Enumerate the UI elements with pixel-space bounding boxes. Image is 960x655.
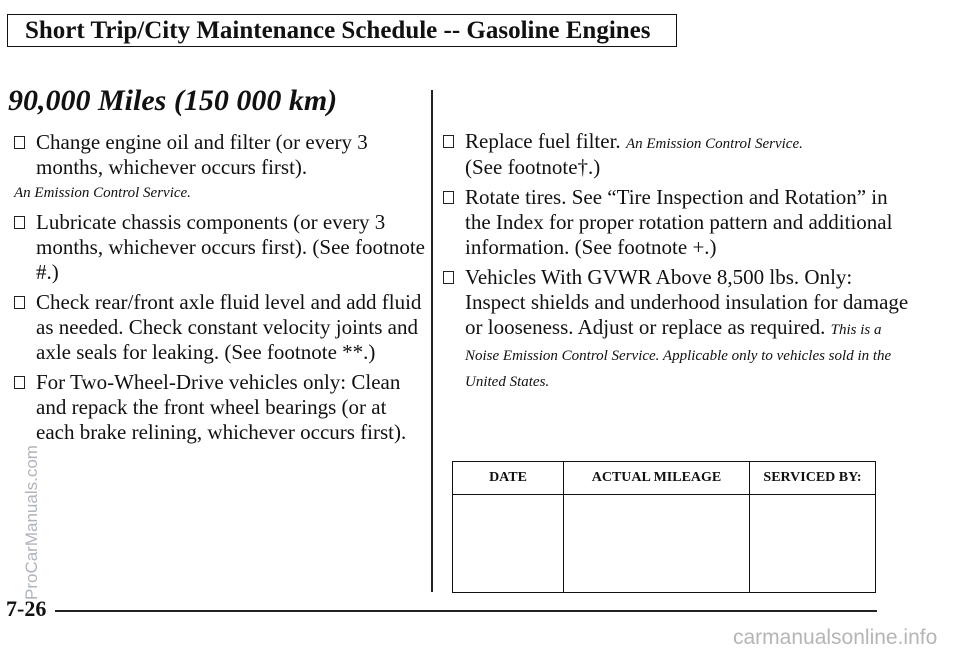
checklist-item — [14, 210, 429, 285]
item-text: Replace fuel filter. — [465, 129, 621, 153]
watermark: ProCarManuals.com — [22, 445, 41, 600]
checkbox-icon — [443, 135, 454, 148]
table-header-date: DATE — [489, 470, 527, 485]
left-column — [14, 130, 429, 445]
item-footnote: (See footnote†.) — [465, 155, 601, 179]
checkbox-icon — [14, 376, 25, 389]
checkbox-icon — [443, 271, 454, 284]
item-text: Vehicles With GVWR Above 8,500 lbs. Only: Inspect shields and underhood insulation for damage or looseness. Adjust or replace as required. — [465, 265, 909, 339]
right-column — [443, 129, 913, 393]
site-watermark: carmanualsonline.info — [733, 626, 938, 649]
item-note: An Emission Control Service. — [625, 136, 803, 152]
checklist-item — [443, 129, 913, 180]
item-text: For Two-Wheel-Drive vehicles only: Clean and repack the front wheel bearings (or at each brake relining, whichever occurs first). — [36, 370, 407, 444]
schedule-header — [7, 14, 677, 47]
table-header-serviced-by: SERVICED BY: — [763, 470, 862, 485]
page-number: 7-26 — [6, 596, 47, 621]
section-title: 90,000 Miles (150 000 km) — [8, 84, 338, 117]
item-text: Rotate tires. See “Tire Inspection and Rotation” in the Index for proper rotation pattern and additional information. (See footnote +.) — [465, 185, 893, 259]
schedule-title: Short Trip/City Maintenance Schedule -- Gasoline Engines — [25, 16, 651, 44]
checkbox-icon — [443, 191, 454, 204]
table-header-mileage: ACTUAL MILEAGE — [591, 470, 722, 485]
item-note: This is a Noise Emission Control Service. Applicable only to vehicles sold in the United States. — [465, 322, 892, 390]
checkbox-icon — [14, 296, 25, 309]
checklist-item — [14, 370, 429, 445]
item-text: Change engine oil and filter (or every 3 months, whichever occurs first). — [36, 130, 368, 179]
item-text: Check rear/front axle fluid level and add fluid as needed. Check constant velocity joints and axle seals for leaking. (See footnote **.) — [36, 290, 422, 364]
table-header-rule — [453, 462, 875, 495]
checkbox-icon — [14, 216, 25, 229]
item-text: Lubricate chassis components (or every 3 months, whichever occurs first). (See footnote #.) — [36, 210, 425, 284]
column-divider — [431, 90, 433, 592]
checklist-item — [14, 290, 429, 365]
item-note: An Emission Control Service. — [14, 185, 191, 201]
checklist-item — [14, 130, 429, 204]
checklist-item — [443, 185, 913, 260]
service-record-table — [452, 461, 876, 593]
footer-rule — [55, 610, 877, 612]
checkbox-icon — [14, 136, 25, 149]
checklist-item — [443, 265, 913, 393]
